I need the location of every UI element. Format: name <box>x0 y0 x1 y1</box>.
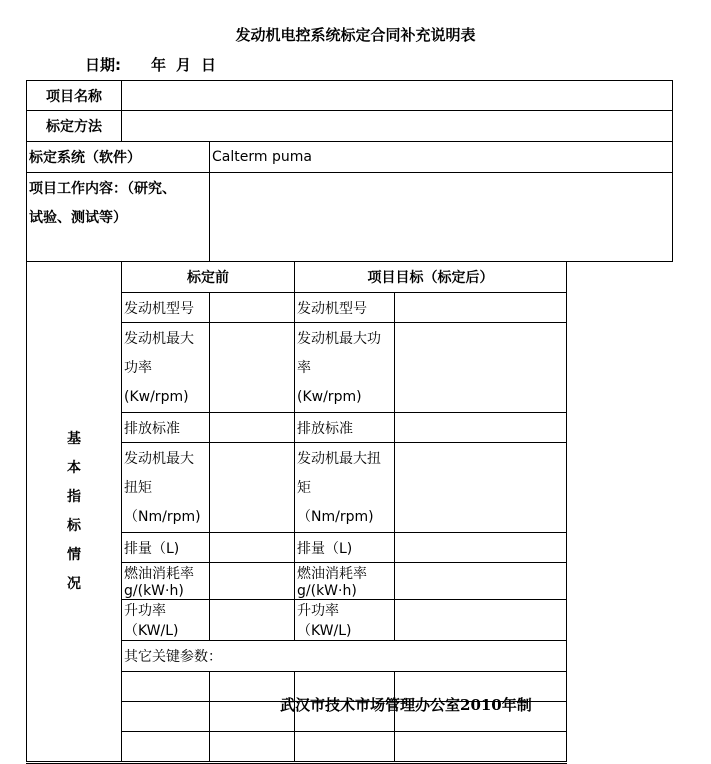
work-content-label-line2: 试验、测试等） <box>29 210 127 226</box>
before-item-label <box>122 443 210 533</box>
after-item-label: 发动机型号 <box>295 293 395 323</box>
item-line2: （Nm/rpm) <box>297 509 374 525</box>
after-item-label <box>295 443 395 533</box>
after-item-label <box>295 323 395 413</box>
after-item-label: 燃油消耗率g/(kW·h) <box>295 563 395 600</box>
footer-issuer: 武汉市技术市场管理办公室2010年制 <box>280 696 532 714</box>
date-month: 月 <box>176 56 192 74</box>
item-line2: (Kw/rpm) <box>297 389 362 405</box>
method-label: 标定方法 <box>27 111 122 142</box>
work-content-label <box>27 173 210 262</box>
after-item-value[interactable] <box>395 323 567 413</box>
date-year: 年 <box>151 56 167 74</box>
extra-cell[interactable] <box>210 732 295 763</box>
item-line1: 发动机最大功率 <box>124 331 194 376</box>
before-item-label <box>122 323 210 413</box>
before-item-value[interactable] <box>210 323 295 413</box>
side-char: 况 <box>67 575 81 592</box>
side-char: 本 <box>67 459 81 476</box>
side-char: 情 <box>67 546 81 563</box>
system-label: 标定系统（软件） <box>27 142 210 173</box>
before-item-label: 排放标准 <box>122 413 210 443</box>
date-day: 日 <box>201 56 217 74</box>
extra-cell[interactable] <box>122 702 210 732</box>
form-title: 发动机电控系统标定合同补充说明表 <box>235 26 476 44</box>
before-item-value[interactable] <box>210 600 295 641</box>
before-header: 标定前 <box>122 262 295 293</box>
before-item-value[interactable] <box>210 563 295 600</box>
date-line <box>85 54 216 75</box>
after-item-value[interactable] <box>395 533 567 563</box>
work-content-field[interactable] <box>210 173 673 262</box>
item-line1: 发动机最大功率 <box>297 331 381 376</box>
extra-cell[interactable] <box>122 672 210 702</box>
before-item-value[interactable] <box>210 443 295 533</box>
project-name-label: 项目名称 <box>27 81 122 111</box>
date-label: 日期: <box>85 56 121 74</box>
before-item-label: 燃油消耗率g/(kW·h) <box>122 563 210 600</box>
after-item-value[interactable] <box>395 600 567 641</box>
after-header: 项目目标（标定后） <box>295 262 567 293</box>
extra-cell[interactable] <box>295 732 395 763</box>
contract-form-table <box>26 80 673 764</box>
before-item-label: 排量（L) <box>122 533 210 563</box>
before-item-value[interactable] <box>210 293 295 323</box>
after-item-label: 升功率（KW/L) <box>295 600 395 641</box>
after-item-value[interactable] <box>395 443 567 533</box>
item-line2: （Nm/rpm) <box>124 509 201 525</box>
system-field[interactable]: Calterm puma <box>210 142 673 173</box>
before-item-value[interactable] <box>210 533 295 563</box>
work-content-label-line1: 项目工作内容：（研究、 <box>29 181 176 197</box>
before-item-label: 升功率（KW/L) <box>122 600 210 641</box>
item-line2: (Kw/rpm) <box>124 389 189 405</box>
after-item-value[interactable] <box>395 563 567 600</box>
side-char: 指 <box>67 488 81 505</box>
item-line1: 发动机最大扭矩 <box>124 451 194 496</box>
other-params-label: 其它关键参数： <box>122 641 567 672</box>
method-field[interactable] <box>122 111 673 142</box>
extra-cell[interactable] <box>395 732 567 763</box>
side-char: 标 <box>67 517 81 534</box>
before-item-label: 发动机型号 <box>122 293 210 323</box>
side-char: 基 <box>67 430 81 447</box>
extra-cell[interactable] <box>122 732 210 763</box>
item-line1: 发动机最大扭矩 <box>297 451 381 496</box>
project-name-field[interactable] <box>122 81 673 111</box>
before-item-value[interactable] <box>210 413 295 443</box>
after-item-label: 排量（L) <box>295 533 395 563</box>
basic-indicators-label <box>27 262 122 763</box>
after-item-label: 排放标准 <box>295 413 395 443</box>
after-item-value[interactable] <box>395 293 567 323</box>
after-item-value[interactable] <box>395 413 567 443</box>
